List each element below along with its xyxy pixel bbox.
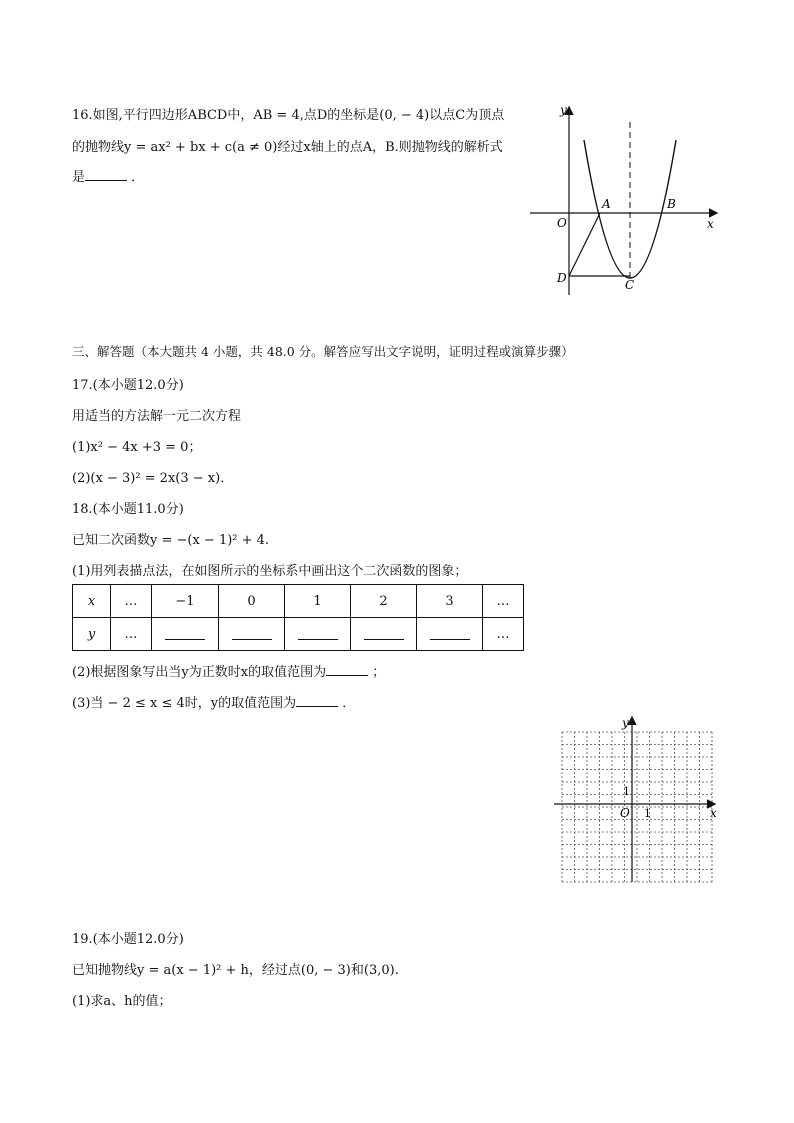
table-cell-blank[interactable] <box>417 618 483 651</box>
table-cell-blank[interactable] <box>219 618 285 651</box>
q18-part3 <box>72 692 355 711</box>
table-cell-blank[interactable] <box>152 618 219 651</box>
table-row <box>73 618 524 651</box>
q19-given: 已知抛物线y = a(x − 1)² + h，经过点(0, − 3)和(3,0). <box>72 963 399 978</box>
q18-title: 18.(本小题11.0分) <box>72 502 184 517</box>
answer-blank <box>296 694 338 707</box>
q16-label-y: y <box>560 103 567 117</box>
q18-part3-text: (3)当 − 2 ≤ x ≤ 4时，y的取值范围为 <box>72 696 297 711</box>
q18-value-table <box>72 584 524 651</box>
grid-lines <box>562 732 712 882</box>
table-cell: … <box>111 618 152 651</box>
q16-label-O: O <box>557 216 567 230</box>
q16-segment-AD <box>569 213 600 276</box>
grid-label-unit-x: 1 <box>644 807 651 820</box>
table-cell: −1 <box>152 585 219 618</box>
q16-parabola-figure <box>530 100 730 300</box>
q16-line3 <box>72 166 144 185</box>
q16-line3-suffix: ． <box>131 170 145 185</box>
table-cell: x <box>73 585 111 618</box>
grid-label-y: y <box>622 716 629 730</box>
q16-line2: 的抛物线y = ax² + bx + c(a ≠ 0)经过x轴上的点A，B.则抛物线的解析式 <box>72 140 503 155</box>
table-cell: 3 <box>417 585 483 618</box>
q18-given: 已知二次函数y = −(x − 1)² + 4. <box>72 533 270 548</box>
q16-line3-prefix: 是 <box>72 170 86 185</box>
q17-prompt: 用适当的方法解一元二次方程 <box>72 409 242 424</box>
q16-label-A: A <box>602 197 611 211</box>
grid-label-x: x <box>710 806 717 820</box>
answer-blank <box>85 168 127 181</box>
grid-label-origin: O <box>620 806 630 820</box>
q16-label-x: x <box>707 217 714 231</box>
q16-label-B: B <box>667 197 676 211</box>
table-cell: … <box>111 585 152 618</box>
q16-label-C: C <box>625 278 635 292</box>
q18-part3-suffix: ． <box>342 696 356 711</box>
table-cell: … <box>483 585 524 618</box>
q16-label-D: D <box>557 271 567 285</box>
q18-part1: (1)用列表描点法，在如图所示的坐标系中画出这个二次函数的图象； <box>72 564 468 579</box>
table-cell-blank[interactable] <box>351 618 417 651</box>
q18-part2 <box>72 661 385 680</box>
grid-label-unit-y: 1 <box>623 785 630 798</box>
q18-part2-text: (2)根据图象写出当y为正数时x的取值范围为 <box>72 665 327 680</box>
q17-part1: (1)x² − 4x +3 = 0； <box>72 440 202 455</box>
table-cell-blank[interactable] <box>285 618 351 651</box>
table-cell: 0 <box>219 585 285 618</box>
q17-title: 17.(本小题12.0分) <box>72 378 184 393</box>
q19-part1: (1)求a、h的值； <box>72 994 172 1009</box>
table-cell: y <box>73 618 111 651</box>
q17-part2: (2)(x − 3)² = 2x(3 − x)． <box>72 471 234 486</box>
table-row <box>73 585 524 618</box>
answer-blank <box>326 663 368 676</box>
table-cell: 2 <box>351 585 417 618</box>
table-cell: 1 <box>285 585 351 618</box>
table-cell: … <box>483 618 524 651</box>
q19-title: 19.(本小题12.0分) <box>72 932 184 947</box>
section3-heading: 三、解答题（本大题共 4 小题，共 48.0 分。解答应写出文字说明，证明过程或演算步骤） <box>72 344 574 359</box>
q18-coordinate-grid <box>552 716 724 884</box>
q16-line1: 16.如图,平行四边形ABCD中，AB = 4,点D的坐标是(0, − 4)以点C为顶点 <box>72 108 505 123</box>
q18-part2-suffix: ； <box>372 665 386 680</box>
